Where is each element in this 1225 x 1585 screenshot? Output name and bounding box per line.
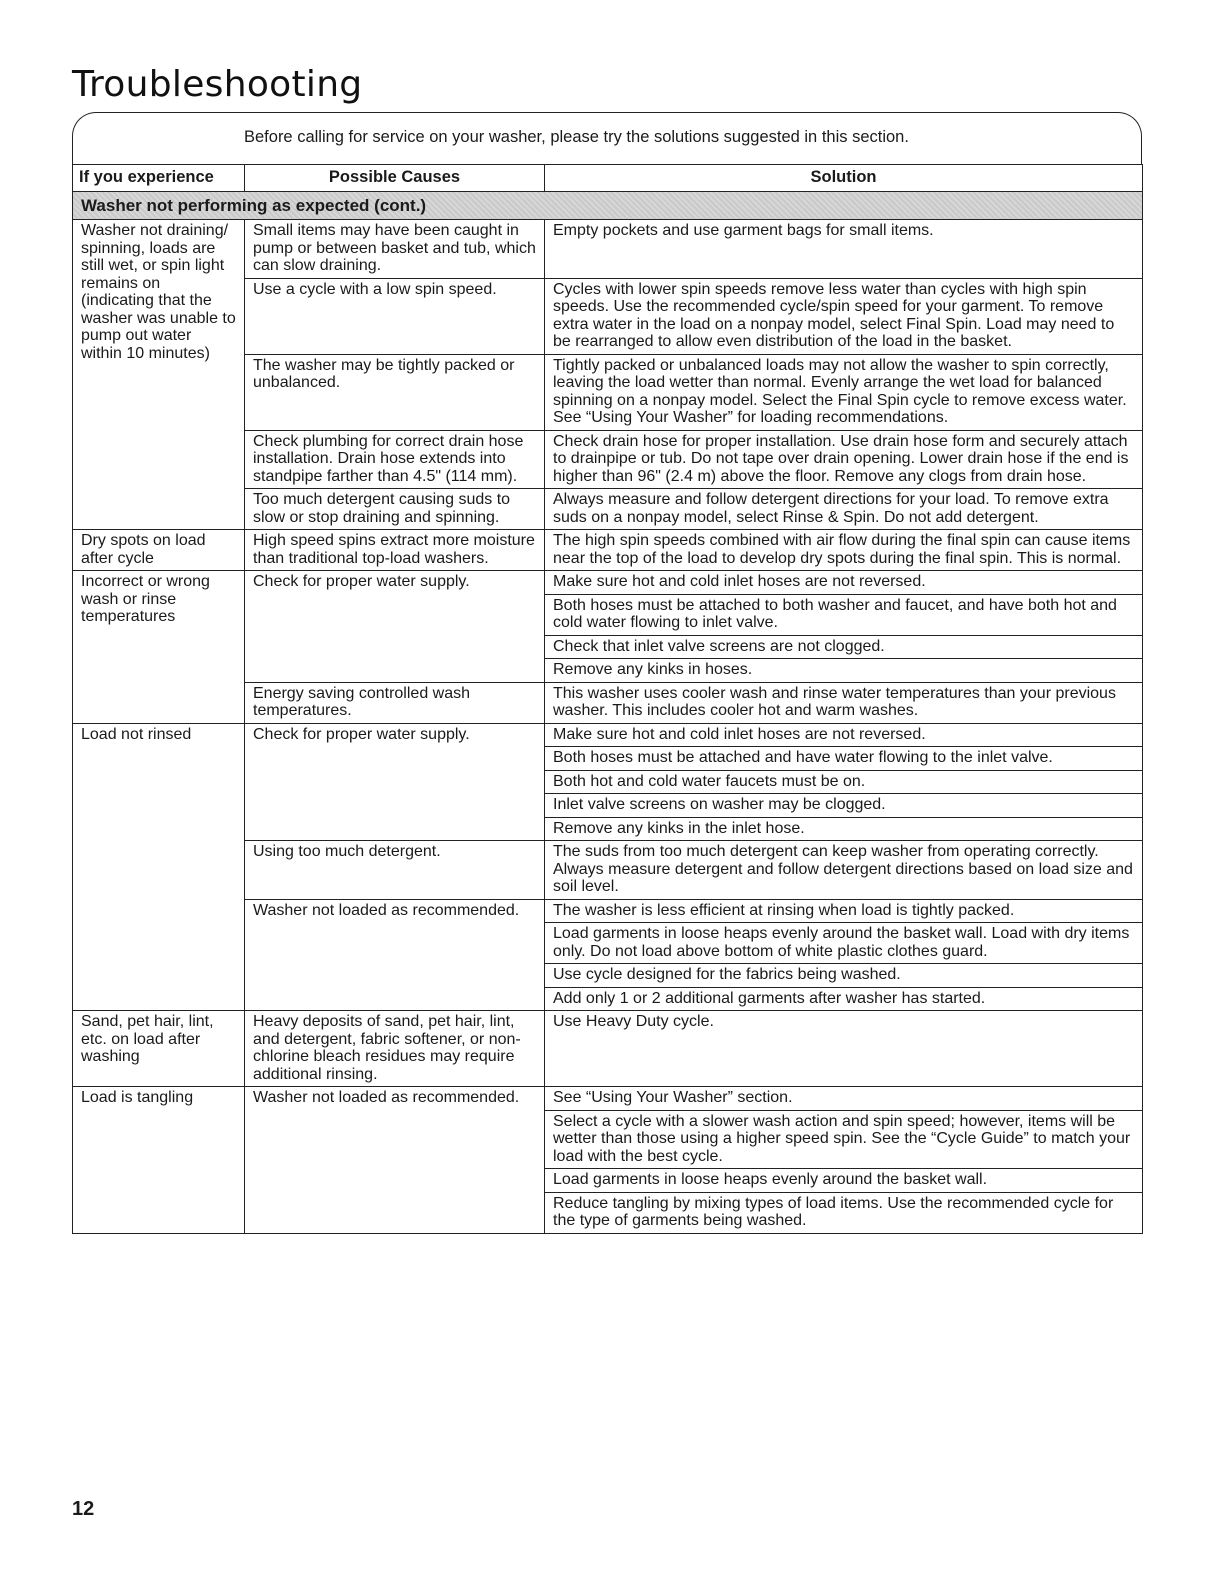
troubleshooting-table	[72, 164, 1143, 1234]
cause-cell: Use a cycle with a low spin speed.	[245, 278, 545, 354]
problem-cell: Sand, pet hair, lint, etc. on load after washing	[73, 1011, 245, 1087]
solution-cell: Add only 1 or 2 additional garments after washer has started.	[545, 987, 1143, 1011]
table-body	[73, 191, 1143, 1233]
solution-cell: Reduce tangling by mixing types of load items. Use the recommended cycle for the type of garments being washed.	[545, 1192, 1143, 1233]
cause-cell: Small items may have been caught in pump or between basket and tub, which can slow draining.	[245, 220, 545, 279]
solution-cell: Load garments in loose heaps evenly around the basket wall.	[545, 1169, 1143, 1193]
cause-cell: Check for proper water supply.	[245, 571, 545, 683]
table-row	[73, 1087, 1143, 1111]
intro-text: Before calling for service on your washer, please try the solutions suggested in this section.	[244, 128, 909, 146]
solution-cell: Both hot and cold water faucets must be on.	[545, 770, 1143, 794]
solution-cell: Remove any kinks in the inlet hose.	[545, 817, 1143, 841]
cause-cell: High speed spins extract more moisture than traditional top-load washers.	[245, 530, 545, 571]
solution-cell: Always measure and follow detergent directions for your load. To remove extra suds on a nonpay model, select Rinse & Spin. Do not add detergent.	[545, 489, 1143, 530]
solution-cell: The washer is less efficient at rinsing when load is tightly packed.	[545, 899, 1143, 923]
cause-cell: Using too much detergent.	[245, 841, 545, 900]
cause-cell: Heavy deposits of sand, pet hair, lint, and detergent, fabric softener, or non-chlorine bleach residues may require additional rinsing.	[245, 1011, 545, 1087]
solution-cell: Use Heavy Duty cycle.	[545, 1011, 1143, 1087]
table-header-row	[73, 165, 1143, 192]
table-row	[73, 571, 1143, 595]
solution-cell: Select a cycle with a slower wash action and spin speed; however, items will be wetter than those using a higher speed spin. See the “Cycle Guide” to match your load with the best cycle.	[545, 1110, 1143, 1169]
solution-cell: Use cycle designed for the fabrics being washed.	[545, 964, 1143, 988]
page-number: 12	[72, 1498, 95, 1520]
header-solution: Solution	[545, 165, 1143, 192]
solution-cell: Both hoses must be attached and have water flowing to the inlet valve.	[545, 747, 1143, 771]
solution-cell: Make sure hot and cold inlet hoses are not reversed.	[545, 571, 1143, 595]
solution-cell: Cycles with lower spin speeds remove less water than cycles with high spin speeds. Use the recommended cycle/spin speed for your garment. To remove extra water in the load on a nonpay model, select Final Spin. Load may need to be rearranged to allow even distribution of the load in the basket.	[545, 278, 1143, 354]
problem-cell: Washer not draining/ spinning, loads are still wet, or spin light remains on (indicating that the washer was unable to pump out water within 10 minutes)	[73, 220, 245, 530]
solution-cell: The suds from too much detergent can keep washer from operating correctly. Always measure detergent and follow detergent directions based on load size and soil level.	[545, 841, 1143, 900]
problem-cell: Load not rinsed	[73, 723, 245, 1011]
solution-cell: The high spin speeds combined with air flow during the final spin can cause items near the top of the load to develop dry spots during the final spin. This is normal.	[545, 530, 1143, 571]
cause-cell: Washer not loaded as recommended.	[245, 899, 545, 1011]
solution-cell: Load garments in loose heaps evenly around the basket wall. Load with dry items only. Do not load above bottom of white plastic clothes guard.	[545, 923, 1143, 964]
cause-cell: Check plumbing for correct drain hose installation. Drain hose extends into standpipe farther than 4.5" (114 mm).	[245, 430, 545, 489]
table-row	[73, 1011, 1143, 1087]
cause-cell: Too much detergent causing suds to slow or stop draining and spinning.	[245, 489, 545, 530]
page-title: Troubleshooting	[72, 64, 363, 105]
cause-cell: Check for proper water supply.	[245, 723, 545, 841]
solution-cell: Inlet valve screens on washer may be clogged.	[545, 794, 1143, 818]
solution-cell: Remove any kinks in hoses.	[545, 659, 1143, 683]
cause-cell: Washer not loaded as recommended.	[245, 1087, 545, 1234]
solution-cell: Both hoses must be attached to both washer and faucet, and have both hot and cold water flowing to inlet valve.	[545, 594, 1143, 635]
solution-cell: Check drain hose for proper installation. Use drain hose form and securely attach to drainpipe or tub. Do not tape over drain opening. Lower drain hose if the end is higher than 96" (2.4 m) above the floor. Remove any clogs from drain hose.	[545, 430, 1143, 489]
problem-cell: Load is tangling	[73, 1087, 245, 1234]
header-causes: Possible Causes	[245, 165, 545, 192]
section-row	[73, 191, 1143, 220]
problem-cell: Incorrect or wrong wash or rinse temperatures	[73, 571, 245, 724]
problem-cell: Dry spots on load after cycle	[73, 530, 245, 571]
cause-cell: Energy saving controlled wash temperatures.	[245, 682, 545, 723]
table-row	[73, 530, 1143, 571]
solution-cell: See “Using Your Washer” section.	[545, 1087, 1143, 1111]
table-row	[73, 723, 1143, 747]
solution-cell: Check that inlet valve screens are not clogged.	[545, 635, 1143, 659]
header-experience: If you experience	[73, 165, 245, 192]
section-heading: Washer not performing as expected (cont.)	[73, 191, 1143, 220]
solution-cell: Make sure hot and cold inlet hoses are not reversed.	[545, 723, 1143, 747]
table-row	[73, 220, 1143, 279]
solution-cell: This washer uses cooler wash and rinse water temperatures than your previous washer. This includes cooler hot and warm washes.	[545, 682, 1143, 723]
solution-cell: Empty pockets and use garment bags for small items.	[545, 220, 1143, 279]
solution-cell: Tightly packed or unbalanced loads may not allow the washer to spin correctly, leaving the load wetter than normal. Evenly arrange the wet load for balanced spinning on a nonpay model. Select the Final Spin cycle to remove excess water. See “Using Your Washer” for loading recommendations.	[545, 354, 1143, 430]
cause-cell: The washer may be tightly packed or unbalanced.	[245, 354, 545, 430]
